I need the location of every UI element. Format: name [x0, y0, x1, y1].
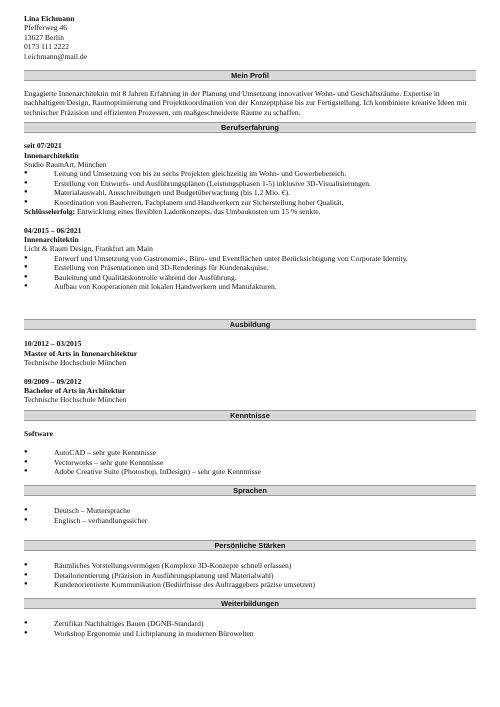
job-task-list	[24, 254, 476, 292]
section-heading-kenntnisse: Kenntnisse	[24, 410, 476, 421]
list-item: ● Bauleitung und Qualitätskontrolle während der Ausführung.	[24, 273, 476, 282]
education-period: 09/2009 – 09/2012	[24, 376, 82, 386]
success-label: Schlüsselerfolg:	[24, 207, 76, 217]
contact-street: Pfefferweg 46	[24, 23, 68, 33]
education-list	[24, 339, 476, 404]
contact-phone: 0173 111 2222	[24, 42, 69, 52]
kenntnisse-subheading: Software	[24, 428, 53, 438]
list-item: ● Zertifikat Nachhaltiges Bauen (DGNB-Standard)	[24, 619, 476, 628]
job-task-list	[24, 169, 476, 207]
section-heading-sprachen: Sprachen	[24, 485, 476, 496]
list-item: ● Englisch – verhandlungssicher	[24, 516, 476, 525]
language-list	[24, 506, 476, 525]
success-text: Entwicklung eines flexiblen Ladenkonzepts, das Umbaukosten um 15 % senkte.	[75, 207, 321, 217]
contact-email: l.eichmann@mail.de	[24, 51, 88, 61]
section-heading-staerken: Persönliche Stärken	[24, 540, 476, 551]
list-item: ● Aufbau von Kooperationen mit lokalen Handwerkern und Manufakturen.	[24, 282, 476, 291]
list-item: ● Materialauswahl, Ausschreibungen und Budgetüberwachung (bis 1,2 Mio. €).	[24, 188, 476, 197]
job-list	[24, 141, 476, 291]
contact-name: Lina Eichmann	[24, 14, 75, 23]
profil-text: Engagierte Innenarchitektin mit 8 Jahren Erfahrung in der Planung und Umsetzung innovativer Wohn- und Geschäftsräume. Expertise in nachhaltigem Design, Raumoptimierung und Projektkoordination von der Konzeptphase bis zur Fertigstellung. Ich kombiniere kreative Ideen mit technischer Präzision und effizienten Prozessen, um maßgeschneiderte Räume zu schaffen.	[24, 89, 467, 117]
list-item: ● Detailorientierung (Präzision in Ausführungsplanung und Materialwahl)	[24, 571, 476, 580]
job-success	[24, 207, 476, 216]
list-item: ● AutoCAD – sehr gute Kenntnisse	[24, 448, 476, 457]
job-title: Innenarchitektin	[24, 150, 79, 160]
education-degree: Master of Arts in Innenarchitektur	[24, 348, 138, 358]
list-item: ● Deutsch – Muttersprache	[24, 506, 476, 515]
contact-city: 13627 Berlin	[24, 32, 64, 42]
section-heading-berufserfahrung: Berufserfahrung	[24, 122, 476, 133]
list-item: ● Entwurf und Umsetzung von Gastronomie-, Büro- und Eventflächen unter Berücksichtigung von Corporate Identity.	[24, 254, 476, 263]
job-period: 04/2015 – 06/2021	[24, 225, 82, 235]
list-item: ● Leitung und Umsetzung von bis zu sechs Projekten gleichzeitig im Wohn- und Gewerbebereich.	[24, 169, 476, 178]
job-title: Innenarchitektin	[24, 234, 79, 244]
education-entry	[24, 377, 476, 405]
training-list	[24, 619, 476, 638]
list-item: ● Kundenorientierte Kommunikation (Bedürfnisse des Auftraggebers präzise umsetzen)	[24, 580, 476, 589]
job-company: Licht & Raum Design, Frankfurt am Main	[24, 244, 153, 254]
list-item: ● Räumliches Vorstellungsvermögen (Komplexe 3D-Konzepte schnell erfassen)	[24, 561, 476, 570]
list-item: ● Adobe Creative Suite (Photoshop, InDesign) – sehr gute Kenntnisse	[24, 467, 476, 476]
education-school: Technische Hochschule München	[24, 395, 127, 405]
education-entry	[24, 339, 476, 367]
job-entry	[24, 141, 476, 216]
education-period: 10/2012 – 03/2015	[24, 339, 82, 349]
list-item: ● Erstellung von Präsentationen und 3D-Renderings für Kundenakquise.	[24, 263, 476, 272]
list-item: ● Vectorworks – sehr gute Kenntnisse	[24, 458, 476, 467]
job-period: seit 07/2021	[24, 141, 62, 151]
list-item: ● Erstellung von Entwurfs- und Ausführungsplänen (Leistungsphasen 1-5) inklusive 3D-Visualisierungen.	[24, 179, 476, 188]
section-heading-ausbildung: Ausbildung	[24, 319, 476, 330]
job-company: Studio RaumArt, München	[24, 160, 107, 170]
strengths-list	[24, 561, 476, 589]
contact-block	[24, 14, 476, 61]
education-degree: Bachelor of Arts in Architektur	[24, 385, 126, 395]
section-heading-weiterbildungen: Weiterbildungen	[24, 598, 476, 609]
software-list	[24, 448, 476, 476]
section-heading-profil: Mein Profil	[24, 70, 476, 81]
list-item: ● Workshop Ergonomie und Lichtplanung in modernen Bürowelten	[24, 629, 476, 638]
education-school: Technische Hochschule München	[24, 358, 127, 368]
list-item: ● Koordination von Bauherren, Fachplanern und Handwerkern zur Sicherstellung hoher Qualität.	[24, 198, 476, 207]
job-entry	[24, 226, 476, 292]
